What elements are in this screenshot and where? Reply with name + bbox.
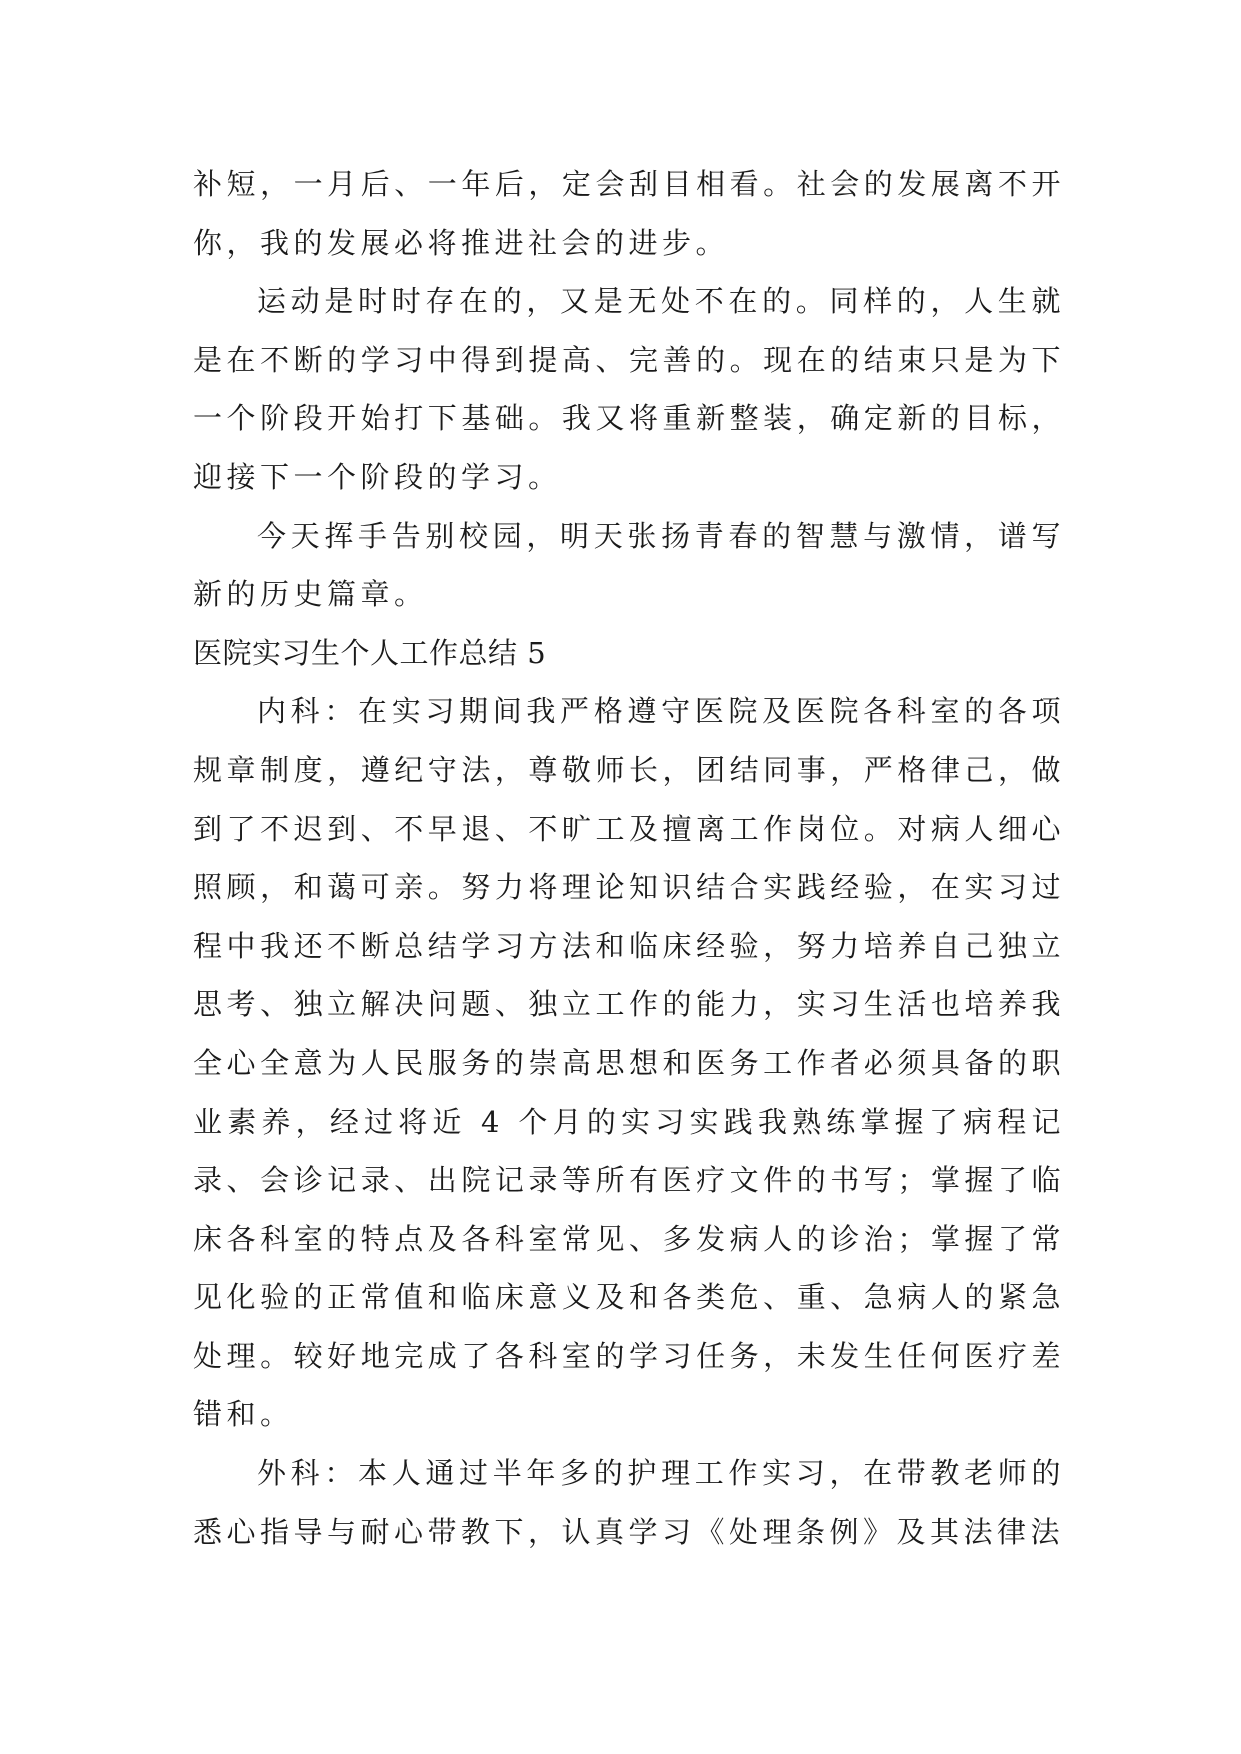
document-body bbox=[193, 155, 1065, 1561]
paragraph-continuation: 补短，一月后、一年后，定会刮目相看。社会的发展离不开你，我的发展必将推进社会的进步。 bbox=[193, 167, 1065, 260]
section-heading: 医院实习生个人工作总结 5 bbox=[193, 635, 547, 670]
paragraph-farewell: 今天挥手告别校园，明天张扬青春的智慧与激情，谱写新的历史篇章。 bbox=[193, 518, 1065, 612]
paragraph-motion: 运动是时时存在的，又是无处不在的。同样的，人生就是在不断的学习中得到提高、完善的。现在的结束只是为下一个阶段开始打下基础。我又将重新整装，确定新的目标，迎接下一个阶段的学习。 bbox=[193, 284, 1065, 494]
paragraph-surgery: 外科：本人通过半年多的护理工作实习，在带教老师的悉心指导与耐心带教下，认真学习《处理条例》及其法律法 bbox=[193, 1456, 1065, 1549]
paragraph-internal-medicine: 内科：在实习期间我严格遵守医院及医院各科室的各项规章制度，遵纪守法，尊敬师长，团结同事，严格律己，做到了不迟到、不早退、不旷工及擅离工作岗位。对病人细心照顾，和蔼可亲。努力将理论知识结合实践经验，在实习过程中我还不断总结学习方法和临床经验，努力培养自己独立思考、独立解决问题、独立工作的能力，实习生活也培养我全心全意为人民服务的崇高思想和医务工作者必须具备的职业素养，经过将近 4 个月的实习实践我熟练掌握了病程记录、会诊记录、出院记录等所有医疗文件的书写；掌握了临床各科室的特点及各科室常见、多发病人的诊治；掌握了常见化验的正常值和临床意义及和各类危、重、急病人的紧急处理。较好地完成了各科室的学习任务，未发生任何医疗差错和。 bbox=[193, 694, 1065, 1432]
